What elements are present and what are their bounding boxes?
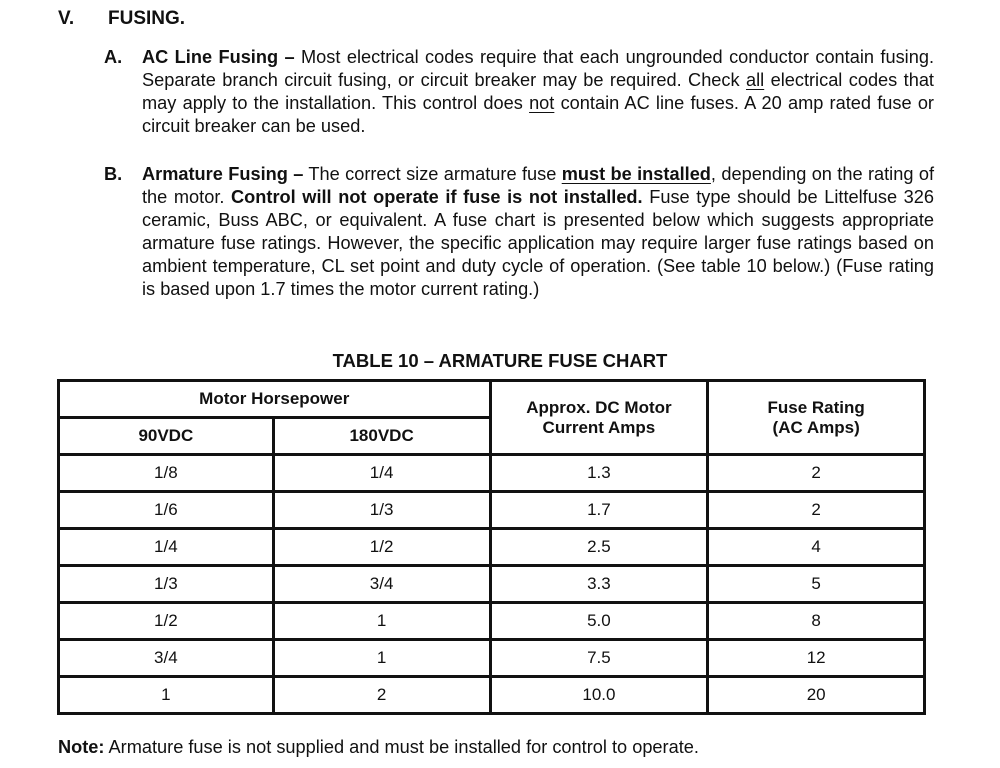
cell-hp-90vdc: 1/4 — [59, 529, 274, 566]
paragraph-letter: B. — [104, 164, 123, 184]
note-text: Armature fuse is not supplied and must be installed for control to operate. — [104, 737, 699, 757]
note-label: Note: — [58, 737, 105, 757]
table-row — [59, 640, 925, 677]
cell-fuse-rating: 4 — [708, 529, 925, 566]
paragraph-body — [142, 163, 934, 301]
cell-hp-90vdc: 1/3 — [59, 566, 274, 603]
paragraph-text: , depending on the rating of the motor. — [142, 164, 934, 207]
header-90vdc: 90VDC — [59, 418, 274, 455]
header-line: (AC Amps) — [772, 417, 860, 437]
table-row — [59, 492, 925, 529]
header-line: Current Amps — [542, 417, 656, 437]
cell-hp-180vdc: 3/4 — [273, 566, 490, 603]
cell-hp-180vdc: 1/3 — [273, 492, 490, 529]
header-fuse-rating — [708, 381, 925, 455]
cell-hp-180vdc: 1 — [273, 640, 490, 677]
cell-current-amps: 2.5 — [490, 529, 708, 566]
paragraph-heading: Armature Fusing – — [142, 164, 304, 184]
cell-hp-180vdc: 1/4 — [273, 455, 490, 492]
paragraph-text: Fuse type should be Littelfuse 326 ceramic, Buss ABC, or equivalent. A fuse chart is presented below which suggests appropriate armature fuse ratings. However, the specific application may require larger fuse ratings based on ambient temperature, CL set point and duty cycle of operation. (See table 10 below.) (Fuse rating is based upon 1.7 times the motor current rating.) — [142, 187, 935, 299]
header-line: Approx. DC Motor — [526, 397, 672, 417]
header-180vdc: 180VDC — [273, 418, 490, 455]
table-caption: TABLE 10 – ARMATURE FUSE CHART — [332, 350, 668, 371]
cell-current-amps: 5.0 — [490, 603, 708, 640]
cell-fuse-rating: 12 — [708, 640, 925, 677]
note — [58, 737, 699, 758]
section-title: FUSING. — [108, 8, 186, 29]
must-be-installed-emphasis: must be installed — [561, 164, 711, 184]
paragraph-text: contain AC line fuses. A 20 amp rated fuse or circuit breaker can be used. — [142, 93, 934, 136]
table-row — [59, 603, 925, 640]
cell-current-amps: 1.3 — [490, 455, 708, 492]
cell-current-amps: 7.5 — [490, 640, 708, 677]
cell-fuse-rating: 8 — [708, 603, 925, 640]
paragraph-ac-line-fusing — [104, 46, 934, 138]
cell-current-amps: 10.0 — [490, 677, 708, 714]
header-motor-horsepower: Motor Horsepower — [59, 381, 491, 418]
table-row — [59, 566, 925, 603]
cell-hp-90vdc: 1/2 — [59, 603, 274, 640]
cell-hp-180vdc: 1 — [273, 603, 490, 640]
armature-fuse-table — [57, 379, 926, 715]
cell-current-amps: 3.3 — [490, 566, 708, 603]
underlined-all: all — [746, 70, 765, 90]
header-current-amps — [490, 381, 708, 455]
paragraph-text: electrical codes that may apply to the installation. This control does — [142, 70, 934, 113]
underlined-not: not — [529, 93, 555, 113]
cell-hp-180vdc: 1/2 — [273, 529, 490, 566]
paragraph-body — [142, 46, 934, 138]
cell-hp-180vdc: 2 — [273, 677, 490, 714]
table-row — [59, 529, 925, 566]
paragraph-heading: AC Line Fusing – — [142, 47, 295, 67]
paragraph-text: Most electrical codes require that each ungrounded conductor contain fusing. Separate branch circuit fusing, or circuit breaker may be required. Check — [142, 47, 934, 90]
section-number: V. — [58, 8, 75, 29]
paragraph-armature-fusing — [104, 163, 934, 301]
table-row — [59, 455, 925, 492]
cell-fuse-rating: 2 — [708, 455, 925, 492]
cell-hp-90vdc: 1/8 — [59, 455, 274, 492]
cell-fuse-rating: 5 — [708, 566, 925, 603]
cell-fuse-rating: 20 — [708, 677, 925, 714]
paragraph-text: The correct size armature fuse — [303, 164, 562, 184]
cell-hp-90vdc: 1/6 — [59, 492, 274, 529]
cell-fuse-rating: 2 — [708, 492, 925, 529]
cell-hp-90vdc: 3/4 — [59, 640, 274, 677]
header-line: Fuse Rating — [767, 397, 865, 417]
paragraph-letter: A. — [104, 47, 123, 67]
cell-current-amps: 1.7 — [490, 492, 708, 529]
table-row — [59, 677, 925, 714]
warning-emphasis: Control will not operate if fuse is not installed. — [231, 187, 643, 207]
section-heading — [58, 8, 185, 30]
cell-hp-90vdc: 1 — [59, 677, 274, 714]
